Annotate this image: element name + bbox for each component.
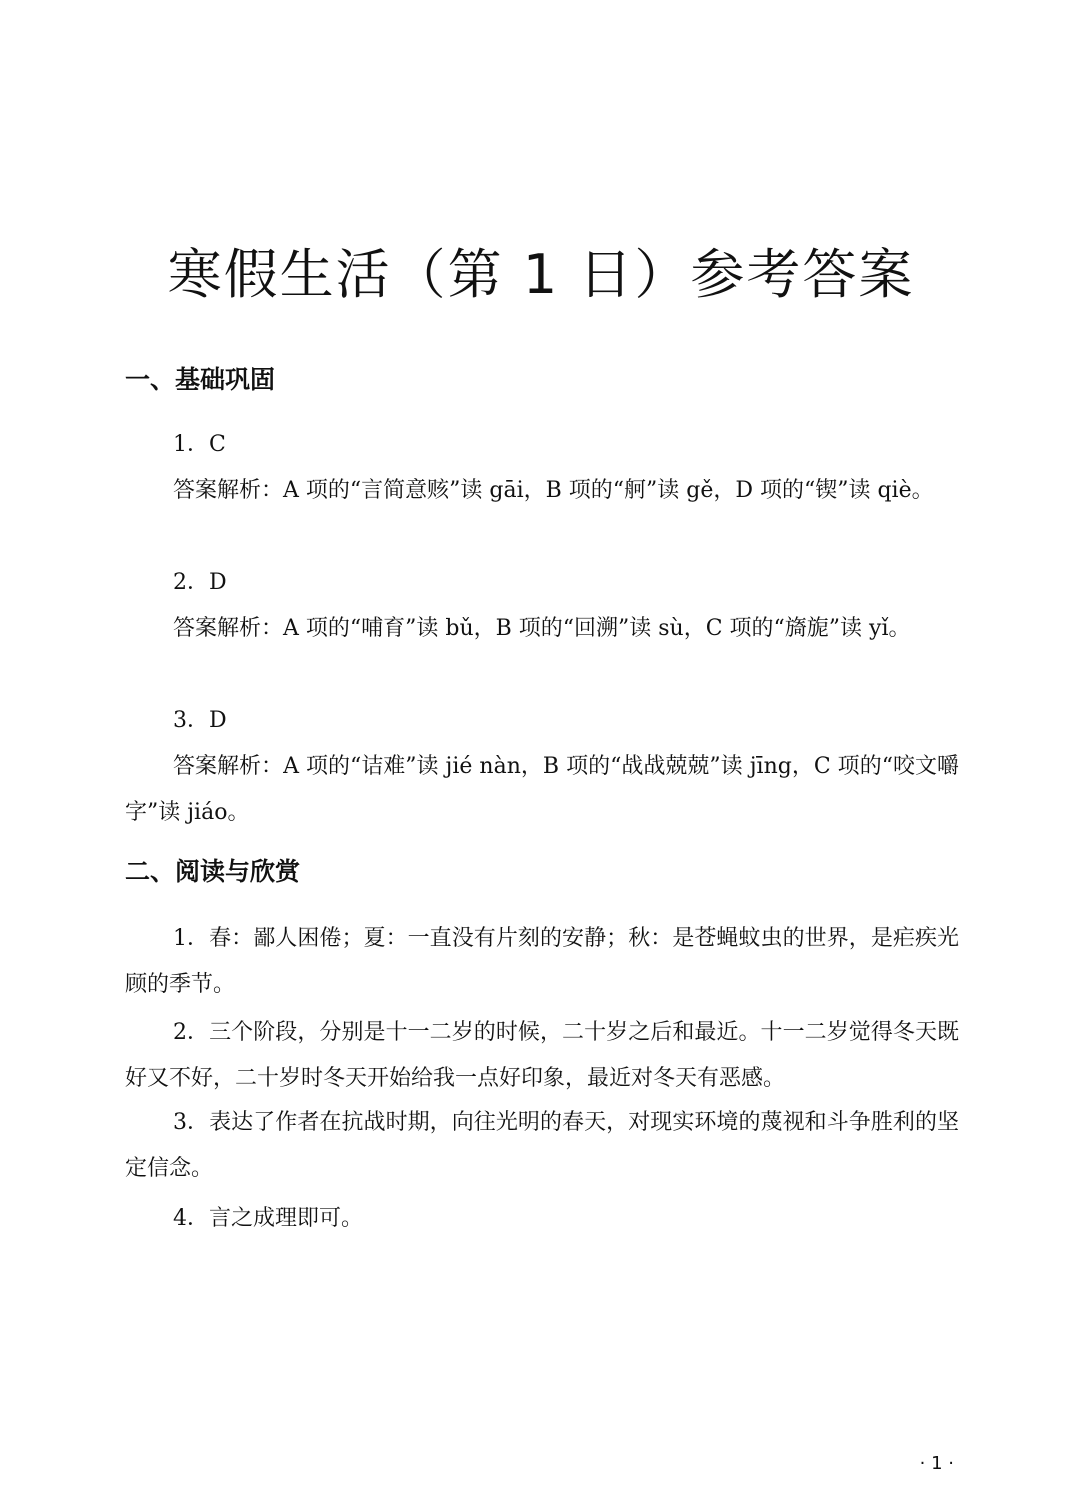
page-number: · 1 · — [919, 1453, 954, 1474]
reading-answer: 4．言之成理即可。 — [173, 1206, 363, 1231]
reading-answer: 3．表达了作者在抗战时期，向往光明的春天，对现实环境的蔑视和斗争胜利的坚定信念。 — [125, 1110, 959, 1181]
answer-explanation: 答案解析：A 项的“诘难”读 jié nàn，B 项的“战战兢兢”读 jīng，C 项的“咬文嚼字”读 jiáo。 — [125, 754, 959, 825]
answer-explanation: 答案解析：A 项的“哺育”读 bǔ，B 项的“回溯”读 sù，C 项的“旖旎”读 yǐ。 — [173, 616, 911, 641]
answer-number: 3．D — [173, 708, 227, 733]
page-title: 寒假生活（第 1 日）参考答案 — [167, 243, 915, 306]
answer-number: 2．D — [173, 570, 227, 595]
section-heading-basics: 一、基础巩固 — [125, 365, 276, 394]
answer-number: 1．C — [173, 432, 226, 457]
reading-answer: 1．春：鄙人困倦；夏：一直没有片刻的安静；秋：是苍蝇蚊虫的世界，是疟疾光顾的季节。 — [125, 926, 959, 997]
answer-explanation: 答案解析：A 项的“言简意赅”读 gāi，B 项的“舸”读 gě，D 项的“锲”读 qiè。 — [173, 478, 934, 503]
reading-answer: 2．三个阶段，分别是十一二岁的时候，二十岁之后和最近。十一二岁觉得冬天既好又不好，二十岁时冬天开始给我一点好印象，最近对冬天有恶感。 — [125, 1020, 959, 1091]
section-heading-reading: 二、阅读与欣赏 — [125, 857, 301, 886]
